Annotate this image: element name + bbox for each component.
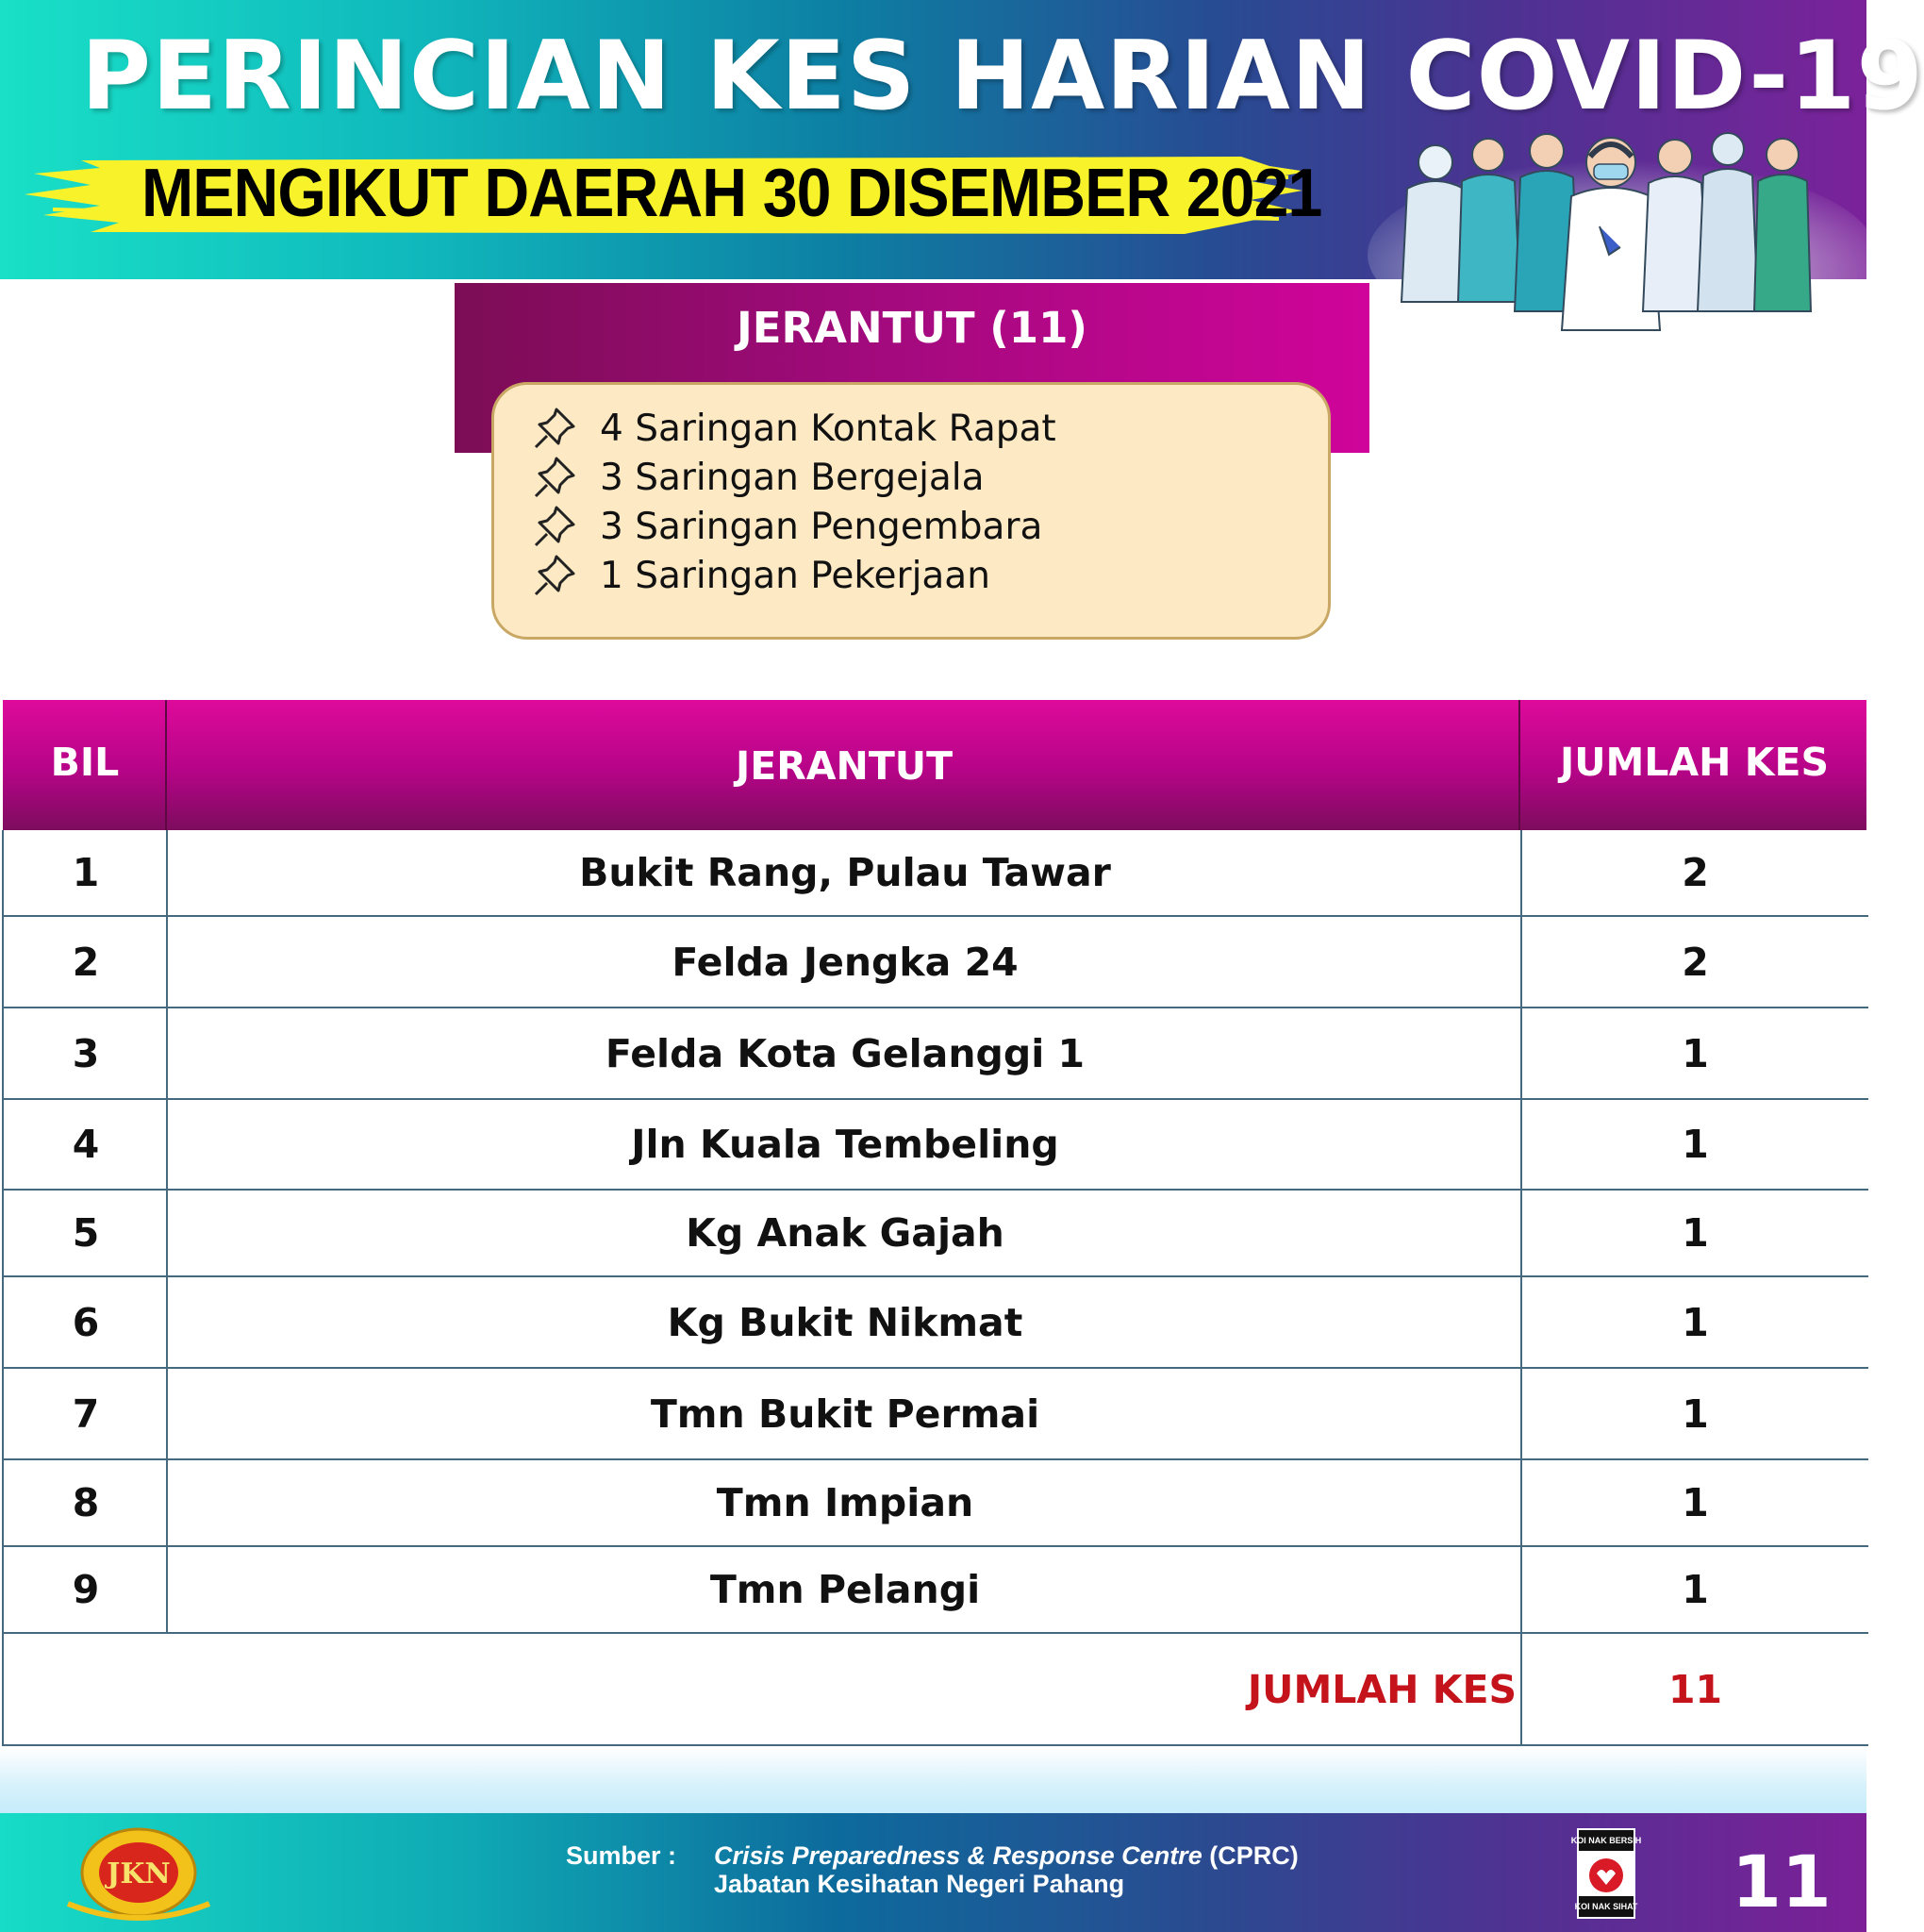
koi-bottom-text: KOI NAK SIHAT — [1574, 1902, 1638, 1911]
cell-cases: 1 — [1682, 1122, 1709, 1167]
cell-location: Felda Kota Gelanggi 1 — [605, 1030, 1086, 1076]
table-row — [4, 1460, 1868, 1547]
screening-label: 1 Saringan Pekerjaan — [600, 554, 990, 597]
table-body — [2, 830, 1866, 1746]
jkn-logo — [58, 1821, 219, 1924]
pushpin-icon — [530, 404, 579, 453]
cell-bil: 8 — [72, 1480, 100, 1525]
table-row — [4, 830, 1868, 917]
cell-location: Bukit Rang, Pulau Tawar — [579, 850, 1111, 895]
cell-bil: 1 — [72, 850, 100, 895]
footer-gradient-strip — [0, 1747, 1866, 1813]
cell-cases: 1 — [1682, 1567, 1709, 1612]
cell-bil: 5 — [72, 1210, 100, 1256]
healthcare-workers-illustration — [1349, 113, 1866, 330]
cell-location: Tmn Bukit Permai — [650, 1391, 1040, 1437]
total-label: JUMLAH KES — [1247, 1666, 1517, 1712]
table-row — [4, 1369, 1868, 1460]
table-row — [4, 1008, 1868, 1100]
source-organisation — [714, 1841, 1299, 1871]
screening-item — [530, 502, 1042, 551]
cell-bil: 4 — [72, 1122, 100, 1167]
screening-item — [530, 453, 985, 502]
cell-location: Kg Anak Gajah — [686, 1210, 1004, 1256]
column-divider — [1520, 830, 1522, 1746]
cell-cases: 1 — [1682, 1210, 1709, 1256]
column-divider — [166, 830, 168, 1634]
table-row — [4, 1547, 1868, 1634]
table-row — [4, 917, 1868, 1008]
pushpin-icon — [530, 453, 579, 502]
header-divider — [165, 700, 167, 830]
column-header-location: JERANTUT — [735, 743, 954, 789]
cell-bil: 6 — [72, 1299, 100, 1345]
table-total-row — [4, 1634, 1868, 1746]
page-title: PERINCIAN KES HARIAN COVID-19 — [81, 20, 1924, 131]
page-number: 11 — [1732, 1840, 1832, 1924]
cell-bil: 2 — [72, 939, 100, 985]
screening-item — [530, 551, 990, 600]
table-row — [4, 1191, 1868, 1277]
screening-item — [530, 404, 1056, 453]
cell-cases: 1 — [1682, 1299, 1709, 1345]
screening-label: 3 Saringan Bergejala — [600, 456, 985, 499]
cell-cases: 2 — [1682, 939, 1709, 985]
koi-top-text: KOI NAK BERSIH — [1570, 1836, 1642, 1845]
cell-location: Tmn Impian — [716, 1480, 974, 1525]
source-org-name: Crisis Preparedness & Response Centre — [714, 1841, 1202, 1870]
table-header — [3, 700, 1866, 830]
page-subtitle: MENGIKUT DAERAH 30 DISEMBER 2021 — [141, 156, 1322, 231]
column-header-cases: JUMLAH KES — [1559, 740, 1830, 785]
cell-location: Tmn Pelangi — [709, 1567, 981, 1612]
cell-location: Jln Kuala Tembeling — [631, 1122, 1059, 1167]
logo-text: JKN — [107, 1857, 171, 1890]
screening-label: 4 Saringan Kontak Rapat — [600, 407, 1056, 450]
header-divider — [1518, 700, 1520, 830]
total-value: 11 — [1667, 1666, 1723, 1712]
screening-label: 3 Saringan Pengembara — [600, 505, 1043, 548]
source-department: Jabatan Kesihatan Negeri Pahang — [714, 1870, 1125, 1898]
source-label: Sumber : — [566, 1841, 677, 1870]
column-header-bil: BIL — [50, 740, 120, 785]
cell-cases: 1 — [1682, 1030, 1709, 1076]
pushpin-icon — [530, 551, 579, 600]
cell-bil: 3 — [72, 1030, 100, 1076]
cell-location: Kg Bukit Nikmat — [667, 1299, 1023, 1345]
screening-summary-card — [491, 382, 1331, 640]
source-org-abbr: (CPRC) — [1209, 1841, 1299, 1870]
table-row — [4, 1100, 1868, 1191]
table-row — [4, 1277, 1868, 1369]
cell-cases: 2 — [1682, 850, 1709, 895]
pushpin-icon — [530, 502, 579, 551]
koi-nak-sihat-badge — [1570, 1828, 1642, 1919]
district-title: JERANTUT (11) — [737, 303, 1087, 353]
cell-bil: 9 — [72, 1567, 100, 1612]
cell-cases: 1 — [1682, 1480, 1709, 1525]
cell-cases: 1 — [1682, 1391, 1709, 1437]
cell-location: Felda Jengka 24 — [672, 939, 1019, 985]
cell-bil: 7 — [72, 1391, 100, 1437]
